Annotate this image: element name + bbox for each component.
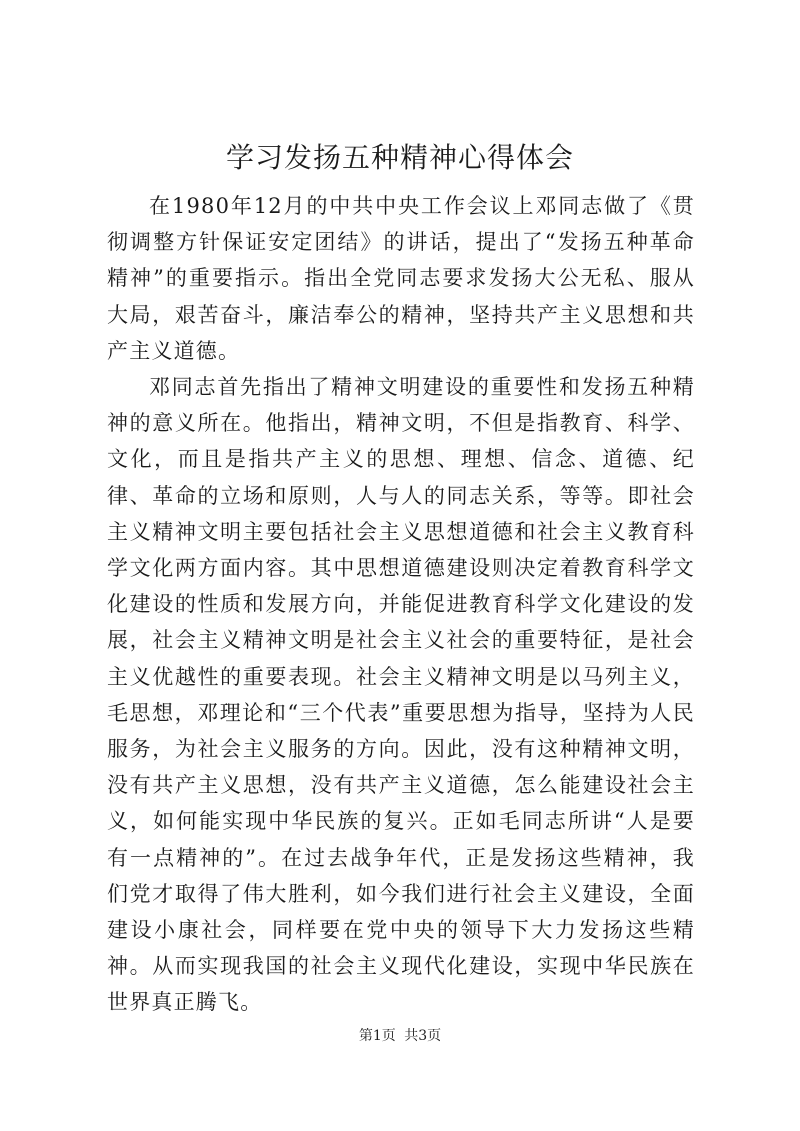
document-body [107, 188, 695, 1021]
page-total: 共3页 [404, 1028, 442, 1044]
document-title: 学习发扬五种精神心得体会 [225, 141, 574, 174]
paragraph-2: 邓同志首先指出了精神文明建设的重要性和发扬五种精神的意义所在。他指出，精神文明，不但是指教育、科学、文化，而且是指共产主义的思想、理想、信念、道德、纪律、革命的立场和原则，人与人的同志关系，等等。即社会主义精神文明主要包括社会主义思想道德和社会主义教育科学文化两方面内容。其中思想道德建设则决定着教育科学文化建设的性质和发展方向，并能促进教育科学文化建设的发展，社会主义精神文明是社会主义社会的重要特征，是社会主义优越性的重要表现。社会主义精神文明是以马列主义，毛思想，邓理论和“三个代表”重要思想为指导，坚持为人民服务，为社会主义服务的方向。因此，没有这种精神文明，没有共产主义思想，没有共产主义道德，怎么能建设社会主义，如何能实现中华民族的复兴。正如毛同志所讲“人是要有一点精神的”。在过去战争年代，正是发扬这些精神，我们党才取得了伟大胜利，如今我们进行社会主义建设，全面建设小康社会，同样要在党中央的领导下大力发扬这些精神。从而实现我国的社会主义现代化建设，实现中华民族在世界真正腾飞。 [107, 375, 695, 1015]
page-number: 第1页 [358, 1028, 396, 1044]
paragraph-1: 在1980年12月的中共中央工作会议上邓同志做了《贯彻调整方针保证安定团结》的讲话，提出了“发扬五种革命精神”的重要指示。指出全党同志要求发扬大公无私、服从大局，艰苦奋斗，廉洁奉公的精神，坚持共产主义思想和共产主义道德。 [107, 194, 695, 363]
page-footer [0, 1026, 800, 1046]
